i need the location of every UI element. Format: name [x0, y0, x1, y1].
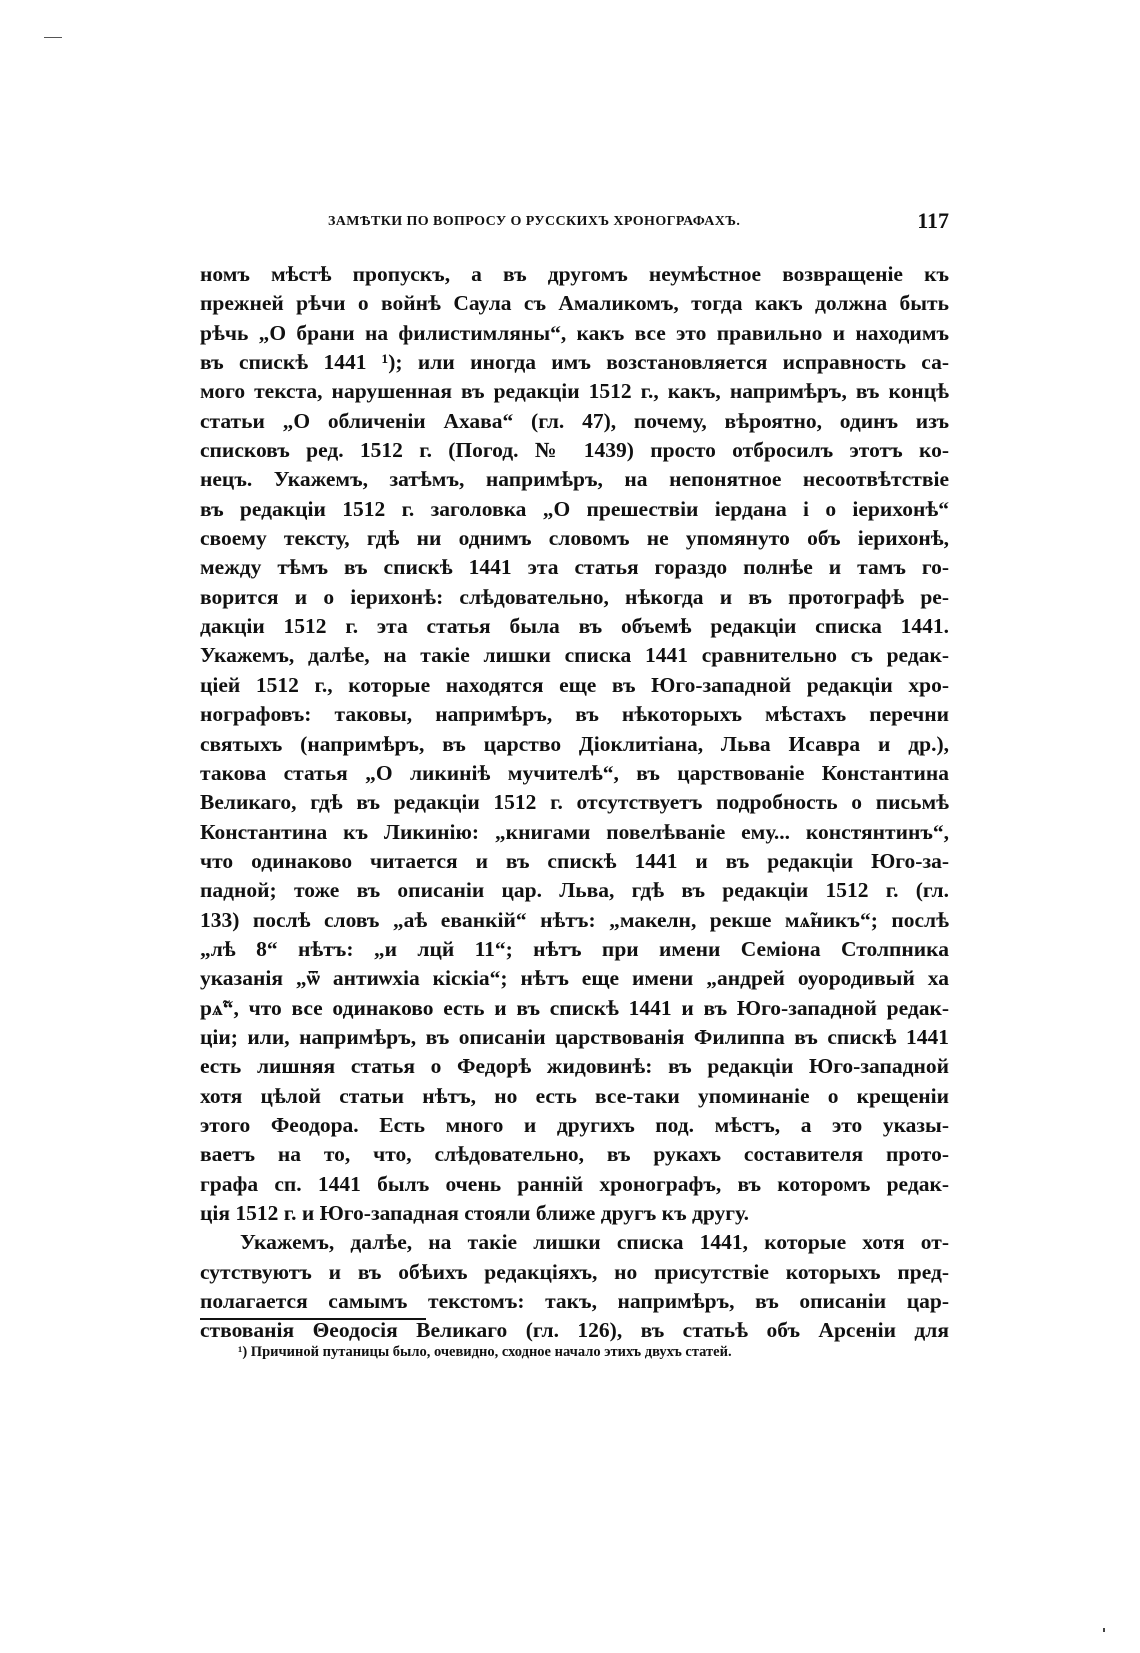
text-line: ціей 1512 г., которые находятся еще въ Юго-западной редакціи хро- [200, 672, 949, 697]
text-line: такова статья „О ликиніѣ мучителѣ“, въ царствованіе Константина [200, 760, 949, 785]
text-line: Великаго, гдѣ въ редакціи 1512 г. отсутствуетъ подробность о письмѣ [200, 790, 949, 815]
text-line: рѧ̃“, что все одинаково есть и въ спискѣ 1441 и въ Юго-западной редак- [200, 995, 949, 1020]
text-line: номъ мѣстѣ пропускъ, а въ другомъ неумѣстное возвращеніе къ [200, 262, 949, 286]
text-line: святыхъ (напримѣръ, въ царство Діоклитіана, Льва Исавра и др.), [200, 731, 949, 756]
scan-margin-mark [44, 37, 62, 38]
text-line: ворится и о іерихонѣ: слѣдовательно, нѣкогда и въ протографѣ ре- [200, 584, 949, 609]
text-line: этого Феодора. Есть много и другихъ под. мѣстъ, а это указы- [200, 1112, 949, 1137]
text-line: списковъ ред. 1512 г. (Погод. № 1439) просто отбросилъ этотъ ко- [200, 438, 949, 463]
text-line: между тѣмъ въ спискѣ 1441 эта статья гораздо полнѣе и тамъ го- [200, 555, 949, 580]
text-line: дакціи 1512 г. эта статья была въ объемѣ редакціи списка 1441. [200, 614, 949, 639]
text-line: графа сп. 1441 былъ очень ранній хронографъ, въ которомъ редак- [200, 1171, 949, 1196]
running-title: ЗАМѢТКИ ПО ВОПРОСУ О РУССКИХЪ ХРОНОГРАФАХЪ. [328, 214, 741, 229]
text-line: сутствуютъ и въ обѣихъ редакціяхъ, но присутствіе которыхъ пред- [200, 1259, 949, 1284]
text-line: есть лишняя статья о Федорѣ жидовинѣ: въ редакціи Юго-западной [200, 1054, 949, 1079]
text-line: рѣчь „О брани на филистимляны“, какъ все это правильно и находимъ [200, 320, 949, 345]
text-line: что одинаково читается и въ спискѣ 1441 и въ редакціи Юго-за- [200, 848, 949, 873]
text-line: прежней рѣчи о войнѣ Саула съ Амаликомъ, тогда какъ должна быть [200, 291, 949, 316]
text-line: ціи; или, напримѣръ, въ описаніи царствованія Филиппа въ спискѣ 1441 [200, 1024, 949, 1049]
text-line: хотя цѣлой статьи нѣтъ, но есть все-таки упоминаніе о крещеніи [200, 1083, 949, 1108]
paragraph-start-line: Укажемъ, далѣе, на такіе лишки списка 1441, которые хотя от- [240, 1230, 949, 1255]
text-line: нографовъ: таковы, напримѣръ, въ нѣкоторыхъ мѣстахъ перечни [200, 702, 949, 727]
paragraph-end-line: ція 1512 г. и Юго-западная стояли ближе другъ къ другу. [200, 1201, 750, 1225]
page-number: 117 [917, 208, 949, 233]
scan-margin-mark-bottom [1103, 1628, 1105, 1632]
text-line: мого текста, нарушенная въ редакціи 1512 г., какъ, напримѣръ, въ концѣ [200, 379, 949, 404]
text-line: въ редакціи 1512 г. заголовка „О прешествіи іердана і о іерихонѣ“ [200, 496, 949, 521]
text-line: Константина къ Ликинію: „книгами повелѣваніе ему... констянтинъ“, [200, 819, 949, 844]
body-text [200, 260, 949, 1346]
text-line: въ спискѣ 1441 ¹); или иногда имъ возстановляется исправность са- [200, 350, 949, 375]
text-line: падной; тоже въ описаніи цар. Льва, гдѣ въ редакціи 1512 г. (гл. [200, 878, 949, 903]
footnote: ¹) Причиной путаницы было, очевидно, сходное начало этихъ двухъ статей. [238, 1344, 732, 1360]
text-line: ваетъ на то, что, слѣдовательно, въ рукахъ составителя прото- [200, 1142, 949, 1167]
running-header [200, 210, 949, 238]
text-line: своему тексту, гдѣ ни однимъ словомъ не упомянуто объ іерихонѣ, [200, 526, 949, 551]
text-line: „лѣ 8“ нѣтъ: „и лцй 11“; нѣтъ при имени Семіона Столпника [200, 936, 949, 961]
footnote-divider [200, 1318, 426, 1320]
text-line: указанія „ѿ антиѡхіа кіскіа“; нѣтъ еще имени „андрей оуородивый ха [200, 966, 949, 991]
text-line: полагается самымъ текстомъ: такъ, напримѣръ, въ описаніи цар- [200, 1289, 949, 1314]
text-line: статьи „О обличеніи Ахава“ (гл. 47), почему, вѣроятно, одинъ изъ [200, 408, 949, 433]
text-line: Укажемъ, далѣе, на такіе лишки списка 1441 сравнительно съ редак- [200, 643, 949, 668]
text-line: нецъ. Укажемъ, затѣмъ, напримѣръ, на непонятное несоотвѣтствіе [200, 467, 949, 492]
text-line: 133) послѣ словъ „аѣ еванкій“ нѣтъ: „макелн, рекше мѧ̃никъ“; послѣ [200, 907, 949, 932]
text-line: ствованія Θеодосія Великаго (гл. 126), въ статьѣ объ Арсеніи для [200, 1318, 949, 1343]
